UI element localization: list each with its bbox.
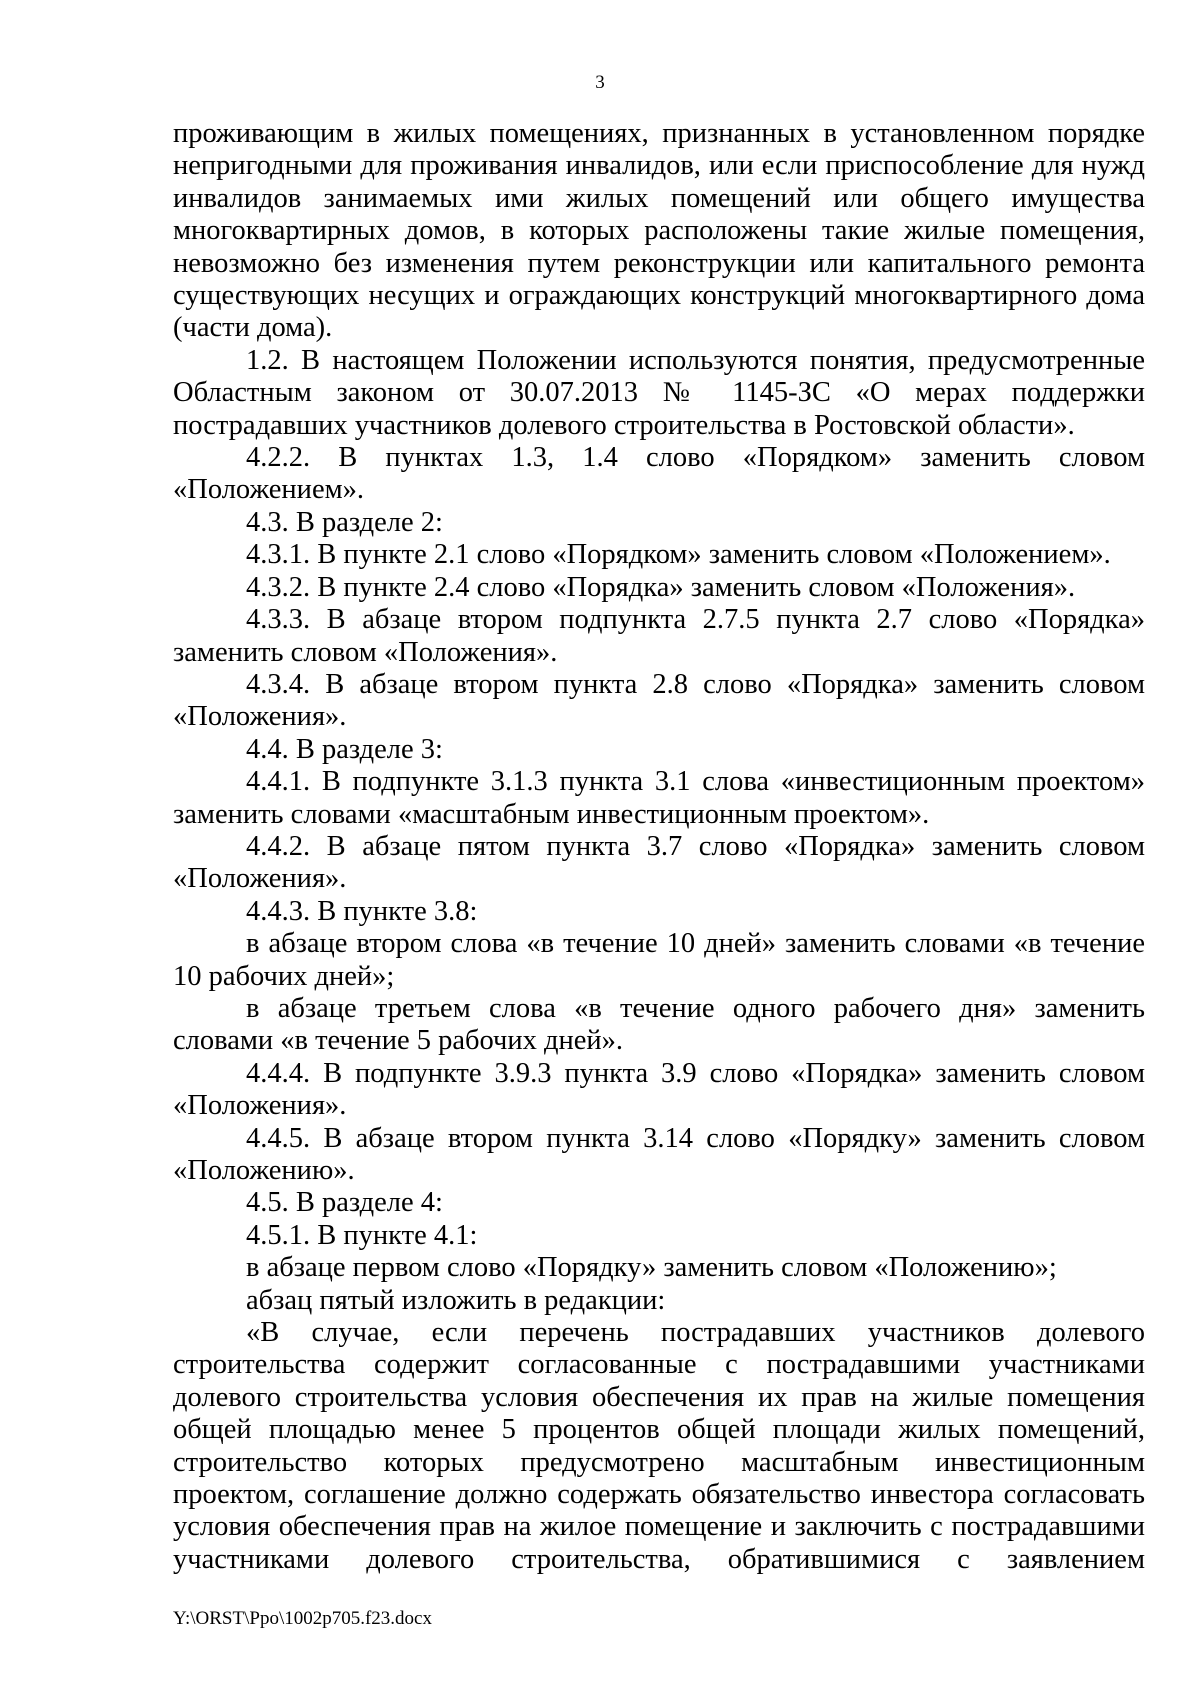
footer-file-path: Y:\ORST\Ppo\1002p705.f23.docx	[173, 1608, 432, 1629]
paragraph: абзац пятый изложить в редакции:	[246, 1284, 666, 1316]
page-number: 3	[595, 72, 605, 93]
paragraph: 4.3.3. В абзаце втором подпункта 2.7.5 пункта 2.7 слово «Порядка» заменить словом «Положения».	[173, 604, 1145, 668]
paragraph: 1.2. В настоящем Положении используются понятия, предусмотренные Областным законом от 30.07.2013 № 1145-ЗС «О мерах поддержки пострадавших участников долевого строительства в Ростовской области».	[173, 344, 1145, 441]
paragraph: 4.4.1. В подпункте 3.1.3 пункта 3.1 слова «инвестиционным проектом» заменить словами «масштабным инвестиционным проектом».	[173, 766, 1145, 830]
paragraph: в абзаце третьем слова «в течение одного рабочего дня» заменить словами «в течение 5 рабочих дней».	[173, 992, 1145, 1057]
paragraph: 4.2.2. В пунктах 1.3, 1.4 слово «Порядком» заменить словом «Положением».	[173, 442, 1145, 506]
paragraph: 4.5.1. В пункте 4.1:	[246, 1219, 478, 1251]
paragraph: 4.4.5. В абзаце втором пункта 3.14 слово «Порядку» заменить словом «Положению».	[173, 1122, 1145, 1186]
paragraph: 4.3.2. В пункте 2.4 слово «Порядка» заменить словом «Положения».	[246, 571, 1076, 603]
paragraph: в абзаце первом слово «Порядку» заменить словом «Положению»;	[246, 1252, 1057, 1284]
paragraph: 4.4. В разделе 3:	[246, 733, 443, 765]
paragraph: «В случае, если перечень пострадавших участников долевого строительства содержит согласованные с пострадавшими участниками долевого строительства условия обеспечения их прав на жилые помещения общей площадью менее 5 процентов общей площади жилых помещений, строительство которых предусмотрено масштабным инвестиционным проектом, соглашение должно содержать обязательство инвестора согласовать условия обеспечения прав на жилое помещение и заключить с пострадавшими участниками долевого строительства, обратившимися с заявлением	[173, 1317, 1145, 1575]
paragraph: 4.5. В разделе 4:	[246, 1187, 443, 1219]
paragraph: 4.4.4. В подпункте 3.9.3 пункта 3.9 слово «Порядка» заменить словом «Положения».	[173, 1057, 1145, 1122]
paragraph: 4.4.3. В пункте 3.8:	[246, 895, 478, 927]
paragraph: 4.3.1. В пункте 2.1 слово «Порядком» заменить словом «Положением».	[246, 539, 1111, 571]
paragraph: 4.3.4. В абзаце втором пункта 2.8 слово «Порядка» заменить словом «Положения».	[173, 668, 1145, 733]
document-body	[173, 118, 1145, 1576]
paragraph: 4.4.2. В абзаце пятом пункта 3.7 слово «Порядка» заменить словом «Положения».	[173, 830, 1145, 895]
paragraph: проживающим в жилых помещениях, признанных в установленном порядке непригодными для проживания инвалидов, или если приспособление для нужд инвалидов занимаемых ими жилых помещений или общего имущества многоквартирных домов, в которых расположены такие жилые помещения, невозможно без изменения путем реконструкции или капитального ремонта существующих несущих и ограждающих конструкций многоквартирного дома (части дома).	[173, 118, 1145, 344]
paragraph: в абзаце втором слова «в течение 10 дней» заменить словами «в течение 10 рабочих дней»;	[173, 928, 1145, 992]
paragraph: 4.3. В разделе 2:	[246, 506, 443, 538]
